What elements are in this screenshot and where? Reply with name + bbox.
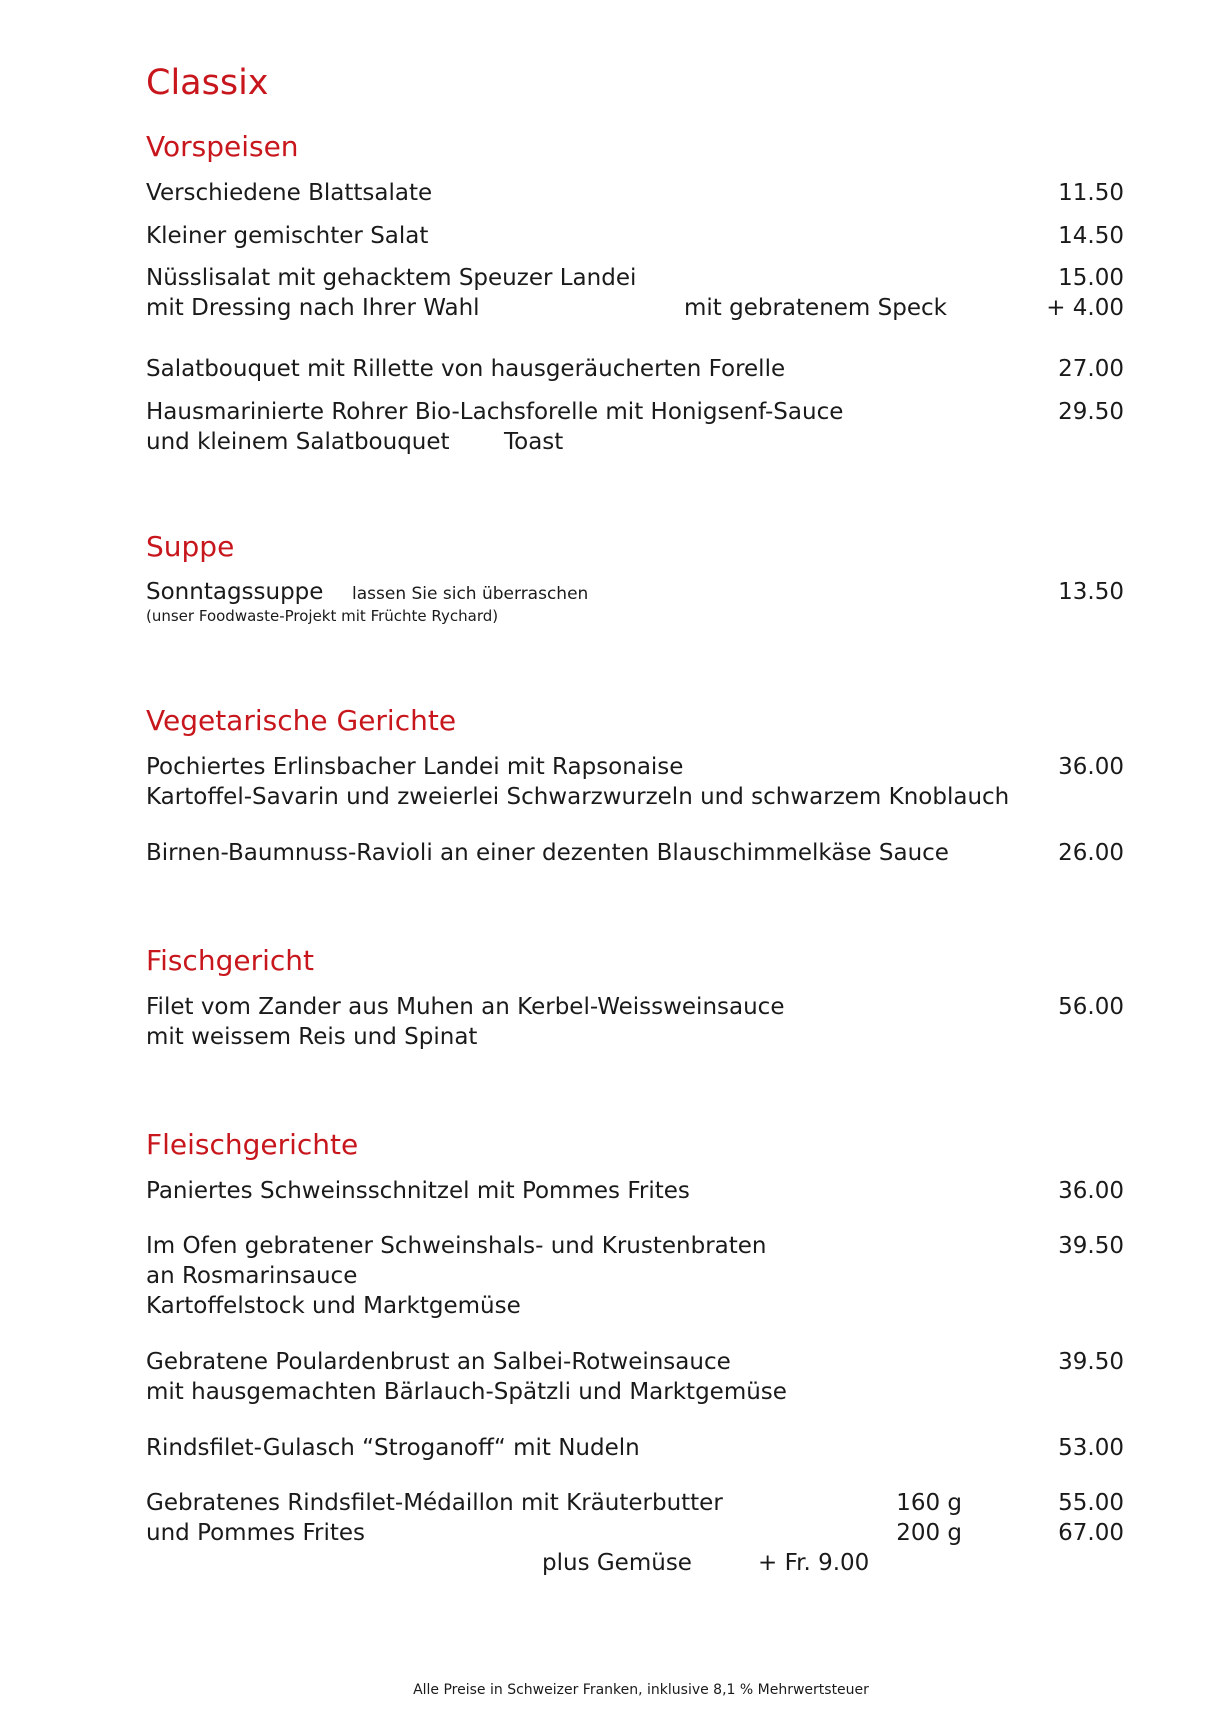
menu-item-name: Salatbouquet mit Rillette von hausgeräucherten Forelle [146, 356, 786, 382]
menu-item-price: 11.50 [1058, 180, 1124, 206]
menu-item-weight: 160 g [896, 1490, 962, 1516]
section-heading-vegetarisch: Vegetarische Gerichte [146, 704, 457, 737]
menu-item-price: 56.00 [1058, 994, 1124, 1020]
menu-item-name: Paniertes Schweinsschnitzel mit Pommes Frites [146, 1178, 690, 1204]
menu-item-description: mit hausgemachten Bärlauch-Spätzli und Marktgemüse [146, 1379, 787, 1405]
section-heading-fisch: Fischgericht [146, 944, 314, 977]
menu-item-extra: Toast [504, 429, 564, 455]
menu-item-name: Filet vom Zander aus Muhen an Kerbel-Weissweinsauce [146, 994, 785, 1020]
menu-item-name: Verschiedene Blattsalate [146, 180, 433, 206]
menu-item-extra-price: + 4.00 [1046, 295, 1124, 321]
menu-item-name: Kleiner gemischter Salat [146, 223, 429, 249]
menu-item-description: und kleinem Salatbouquet [146, 429, 450, 455]
menu-item-description: an Rosmarinsauce [146, 1263, 358, 1289]
menu-item-price: 15.00 [1058, 265, 1124, 291]
menu-item-name: Sonntagssuppe [146, 579, 324, 605]
menu-item-price: 39.50 [1058, 1349, 1124, 1375]
section-heading-suppe: Suppe [146, 530, 235, 563]
menu-item-description: mit weissem Reis und Spinat [146, 1024, 478, 1050]
menu-item-description: und Pommes Frites [146, 1520, 365, 1546]
menu-item-note: lassen Sie sich überraschen [352, 584, 589, 604]
menu-item-extra: plus Gemüse [542, 1550, 692, 1576]
menu-item-description: Kartoffelstock und Marktgemüse [146, 1293, 521, 1319]
menu-item-name: Hausmarinierte Rohrer Bio-Lachsforelle mit Honigsenf-Sauce [146, 399, 844, 425]
footer-note: Alle Preise in Schweizer Franken, inklusive 8,1 % Mehrwertsteuer [413, 1682, 869, 1698]
menu-item-extra: mit gebratenem Speck [684, 295, 947, 321]
menu-item-name: Birnen-Baumnuss-Ravioli an einer dezenten Blauschimmelkäse Sauce [146, 840, 949, 866]
menu-item-name: Nüsslisalat mit gehacktem Speuzer Landei [146, 265, 637, 291]
menu-item-name: Pochiertes Erlinsbacher Landei mit Rapsonaise [146, 754, 684, 780]
menu-item-price: 36.00 [1058, 1178, 1124, 1204]
section-heading-vorspeisen: Vorspeisen [146, 130, 299, 163]
menu-item-price: 14.50 [1058, 223, 1124, 249]
menu-item-subnote: (unser Foodwaste-Projekt mit Früchte Rychard) [146, 607, 499, 625]
page-title: Classix [146, 63, 269, 103]
menu-item-name: Gebratene Poulardenbrust an Salbei-Rotweinsauce [146, 1349, 731, 1375]
menu-item-price: 36.00 [1058, 754, 1124, 780]
menu-item-price: 26.00 [1058, 840, 1124, 866]
menu-item-price: 55.00 [1058, 1490, 1124, 1516]
menu-item-price: 13.50 [1058, 579, 1124, 605]
menu-item-price: 39.50 [1058, 1233, 1124, 1259]
menu-item-weight: 200 g [896, 1520, 962, 1546]
menu-item-name: Gebratenes Rindsfilet-Médaillon mit Kräuterbutter [146, 1490, 723, 1516]
menu-item-name: Im Ofen gebratener Schweinshals- und Krustenbraten [146, 1233, 767, 1259]
menu-item-extra-price: + Fr. 9.00 [758, 1550, 870, 1576]
menu-item-price: 53.00 [1058, 1435, 1124, 1461]
menu-item-description: Kartoffel-Savarin und zweierlei Schwarzwurzeln und schwarzem Knoblauch [146, 784, 1010, 810]
section-heading-fleisch: Fleischgerichte [146, 1128, 359, 1161]
menu-item-description: mit Dressing nach Ihrer Wahl [146, 295, 480, 321]
menu-item-price: 29.50 [1058, 399, 1124, 425]
menu-item-price: 27.00 [1058, 356, 1124, 382]
menu-item-name: Rindsfilet-Gulasch “Stroganoff“ mit Nudeln [146, 1435, 640, 1461]
menu-item-price: 67.00 [1058, 1520, 1124, 1546]
